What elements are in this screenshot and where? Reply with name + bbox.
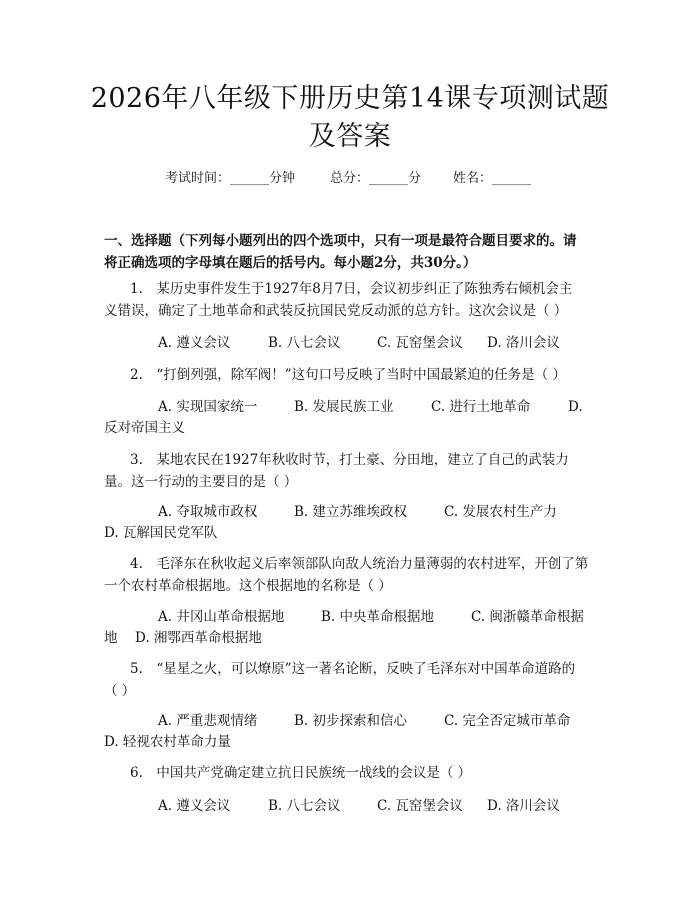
question-6-option-d: D. 洛川会议 — [487, 798, 560, 814]
question-5-option-a: A. 严重悲观情绪 — [158, 713, 258, 729]
question-2-option-d-letter: D. — [568, 399, 583, 415]
question-5-option-d: D. 轻视农村革命力量 — [104, 734, 231, 750]
question-1-line-1: 1. 某历史事件发生于1927年8月7日，会议初步纠正了陈独秀右倾机会主 — [130, 281, 573, 297]
question-5-option-b: B. 初步探索和信心 — [294, 713, 408, 729]
page-title-line-1: 2026年八年级下册历史第14课专项测试题 — [90, 83, 610, 114]
question-6-line-1: 6. 中国共产党确定建立抗日民族统一战线的会议是（ ） — [130, 765, 472, 781]
question-6-option-a: A. 遵义会议 — [158, 798, 231, 814]
question-1-option-d: D. 洛川会议 — [487, 335, 560, 351]
question-2-option-b: B. 发展民族工业 — [294, 399, 394, 415]
question-2-option-d-text: 反对帝国主义 — [104, 420, 185, 436]
question-4-option-c: C. 闽浙赣革命根据 — [471, 609, 584, 625]
question-6-option-b: B. 八七会议 — [268, 798, 341, 814]
name-field: 姓名：______ — [453, 171, 532, 186]
question-2-line-1: 2. “打倒列强，除军阀！”这句口号反映了当时中国最紧迫的任务是（ ） — [130, 367, 566, 383]
question-4-option-b: B. 中央革命根据地 — [321, 609, 435, 625]
question-4-option-d: D. 湘鄂西革命根据地 — [135, 630, 262, 646]
section-heading — [104, 230, 604, 274]
exam-time-field: 考试时间：______分钟 — [165, 171, 296, 186]
question-6-option-c: C. 瓦窑堡会议 — [377, 798, 463, 814]
question-3-option-a: A. 夺取城市政权 — [158, 504, 258, 520]
question-5-option-c: C. 完全否定城市革命 — [444, 713, 571, 729]
question-4-option-a: A. 井冈山革命根据地 — [158, 609, 285, 625]
section-heading-line-2: 将正确选项的字母填在题后的括号内。每小题2分，共30分。） — [104, 255, 477, 271]
question-1-option-a: A. 遵义会议 — [158, 335, 231, 351]
question-1-line-2: 义错误，确定了土地革命和武装反抗国民党反动派的总方针。这次会议是（ ） — [104, 303, 568, 319]
question-2-option-c: C. 进行土地革命 — [431, 399, 531, 415]
question-4-option-c-continued: 地 — [104, 630, 118, 646]
section-heading-line-1: 一、选择题（下列每小题列出的四个选项中，只有一项是最符合题目要求的。请 — [104, 233, 577, 249]
question-5-line-2: （ ） — [104, 683, 136, 699]
question-1-option-b: B. 八七会议 — [268, 335, 341, 351]
question-5-line-1: 5. “星星之火，可以燎原”这一著名论断，反映了毛泽东对中国革命道路的 — [130, 661, 576, 677]
question-3-line-1: 3. 某地农民在1927年秋收时节，打土豪、分田地，建立了自己的武装力 — [130, 452, 569, 468]
question-2-option-a: A. 实现国家统一 — [158, 399, 258, 415]
question-1-option-c: C. 瓦窑堡会议 — [377, 335, 463, 351]
score-field: 总分：______分 — [330, 171, 422, 186]
question-3-option-c: C. 发展农村生产力 — [444, 504, 557, 520]
question-3-line-2: 量。这一行动的主要目的是（ ） — [104, 474, 298, 490]
page-title-line-2: 及答案 — [308, 121, 392, 152]
question-4-line-1: 4. 毛泽东在秋收起义后率领部队向敌人统治力量薄弱的农村进军，开创了第 — [130, 556, 589, 572]
question-3-option-b: B. 建立苏维埃政权 — [294, 504, 408, 520]
question-4-line-2: 一个农村革命根据地。这个根据地的名称是（ ） — [104, 578, 392, 594]
question-3-option-d: D. 瓦解国民党军队 — [104, 525, 218, 541]
